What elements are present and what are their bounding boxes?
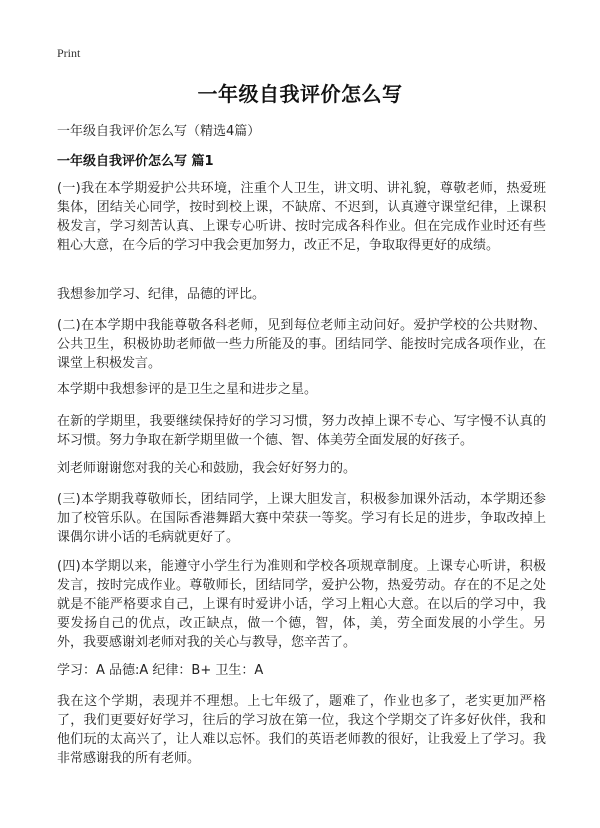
grades-line: 学习：A 品德:A 纪律：B+ 卫生：A — [57, 663, 264, 678]
paragraph-1: (一)我在本学期爱护公共环境，注重个人卫生，讲文明、讲礼貌，尊敬老师，热爱班集体，团结关心同学，按时到校上课，不缺席、不迟到，认真遵守课堂纪律，上课积极发言，学习刻苦认真、上课专心听讲、按时完成各科作业。但在完成作业时还有些粗心大意，在今后的学习中我会更加努力，改正不足，争取取得更好的成绩。 — [57, 181, 546, 253]
paragraph-9: 我在这个学期，表现并不理想。上七年级了，题难了，作业也多了，老实更加严格了，我们更要好好学习，往后的学习放在第一位，我这个学期交了许多好伙伴，我和他们玩的太高兴了，让人难以忘怀。我们的英语老师教的很好，让我爱上了学习。我非常感谢我的所有老师。 — [57, 694, 546, 766]
paragraph-5: 在新的学期里，我要继续保持好的学习习惯，努力改掉上课不专心、写字慢不认真的坏习惯。努力争取在新学期里做一个德、智、体美劳全面发展的好孩子。 — [57, 414, 546, 448]
print-link[interactable]: Print — [57, 46, 81, 60]
paragraph-2: 我想参加学习、纪律，品德的评比。 — [57, 287, 266, 302]
paragraph-7: (三)本学期我尊敬师长，团结同学，上课大胆发言，积极参加课外活动，本学期还参加了校管乐队。在国际香港舞蹈大赛中荣获一等奖。学习有长足的进步，争取改掉上课偶尔讲小话的毛病就更好了。 — [57, 492, 546, 545]
document-subtitle: 一年级自我评价怎么写（精选4篇） — [57, 124, 261, 139]
section-heading: 一年级自我评价怎么写 篇1 — [57, 154, 214, 169]
paragraph-8: (四)本学期以来，能遵守小学生行为准则和学校各项规章制度。上课专心听讲，积极发言，按时完成作业。尊敬师长，团结同学，爱护公物，热爱劳动。存在的不足之处就是不能严格要求自己，上课有时爱讲小话，学习上粗心大意。在以后的学习中，我要发扬自己的优点，改正缺点，做一个德，智，体，美，劳全面发展的小学生。另外，我要感谢刘老师对我的关心与教导，您辛苦了。 — [57, 559, 546, 650]
page-title: 一年级自我评价怎么写 — [197, 82, 403, 106]
paragraph-4: 本学期中我想参评的是卫生之星和进步之星。 — [57, 382, 318, 397]
paragraph-3: (二)在本学期中我能尊敬各科老师，见到每位老师主动问好。爱护学校的公共财物、公共卫生，积极协助老师做一些力所能及的事。团结同学、能按时完成各项作业，在课堂上积极发言。 — [57, 318, 546, 371]
paragraph-6: 刘老师谢谢您对我的关心和鼓励，我会好好努力的。 — [57, 461, 357, 476]
